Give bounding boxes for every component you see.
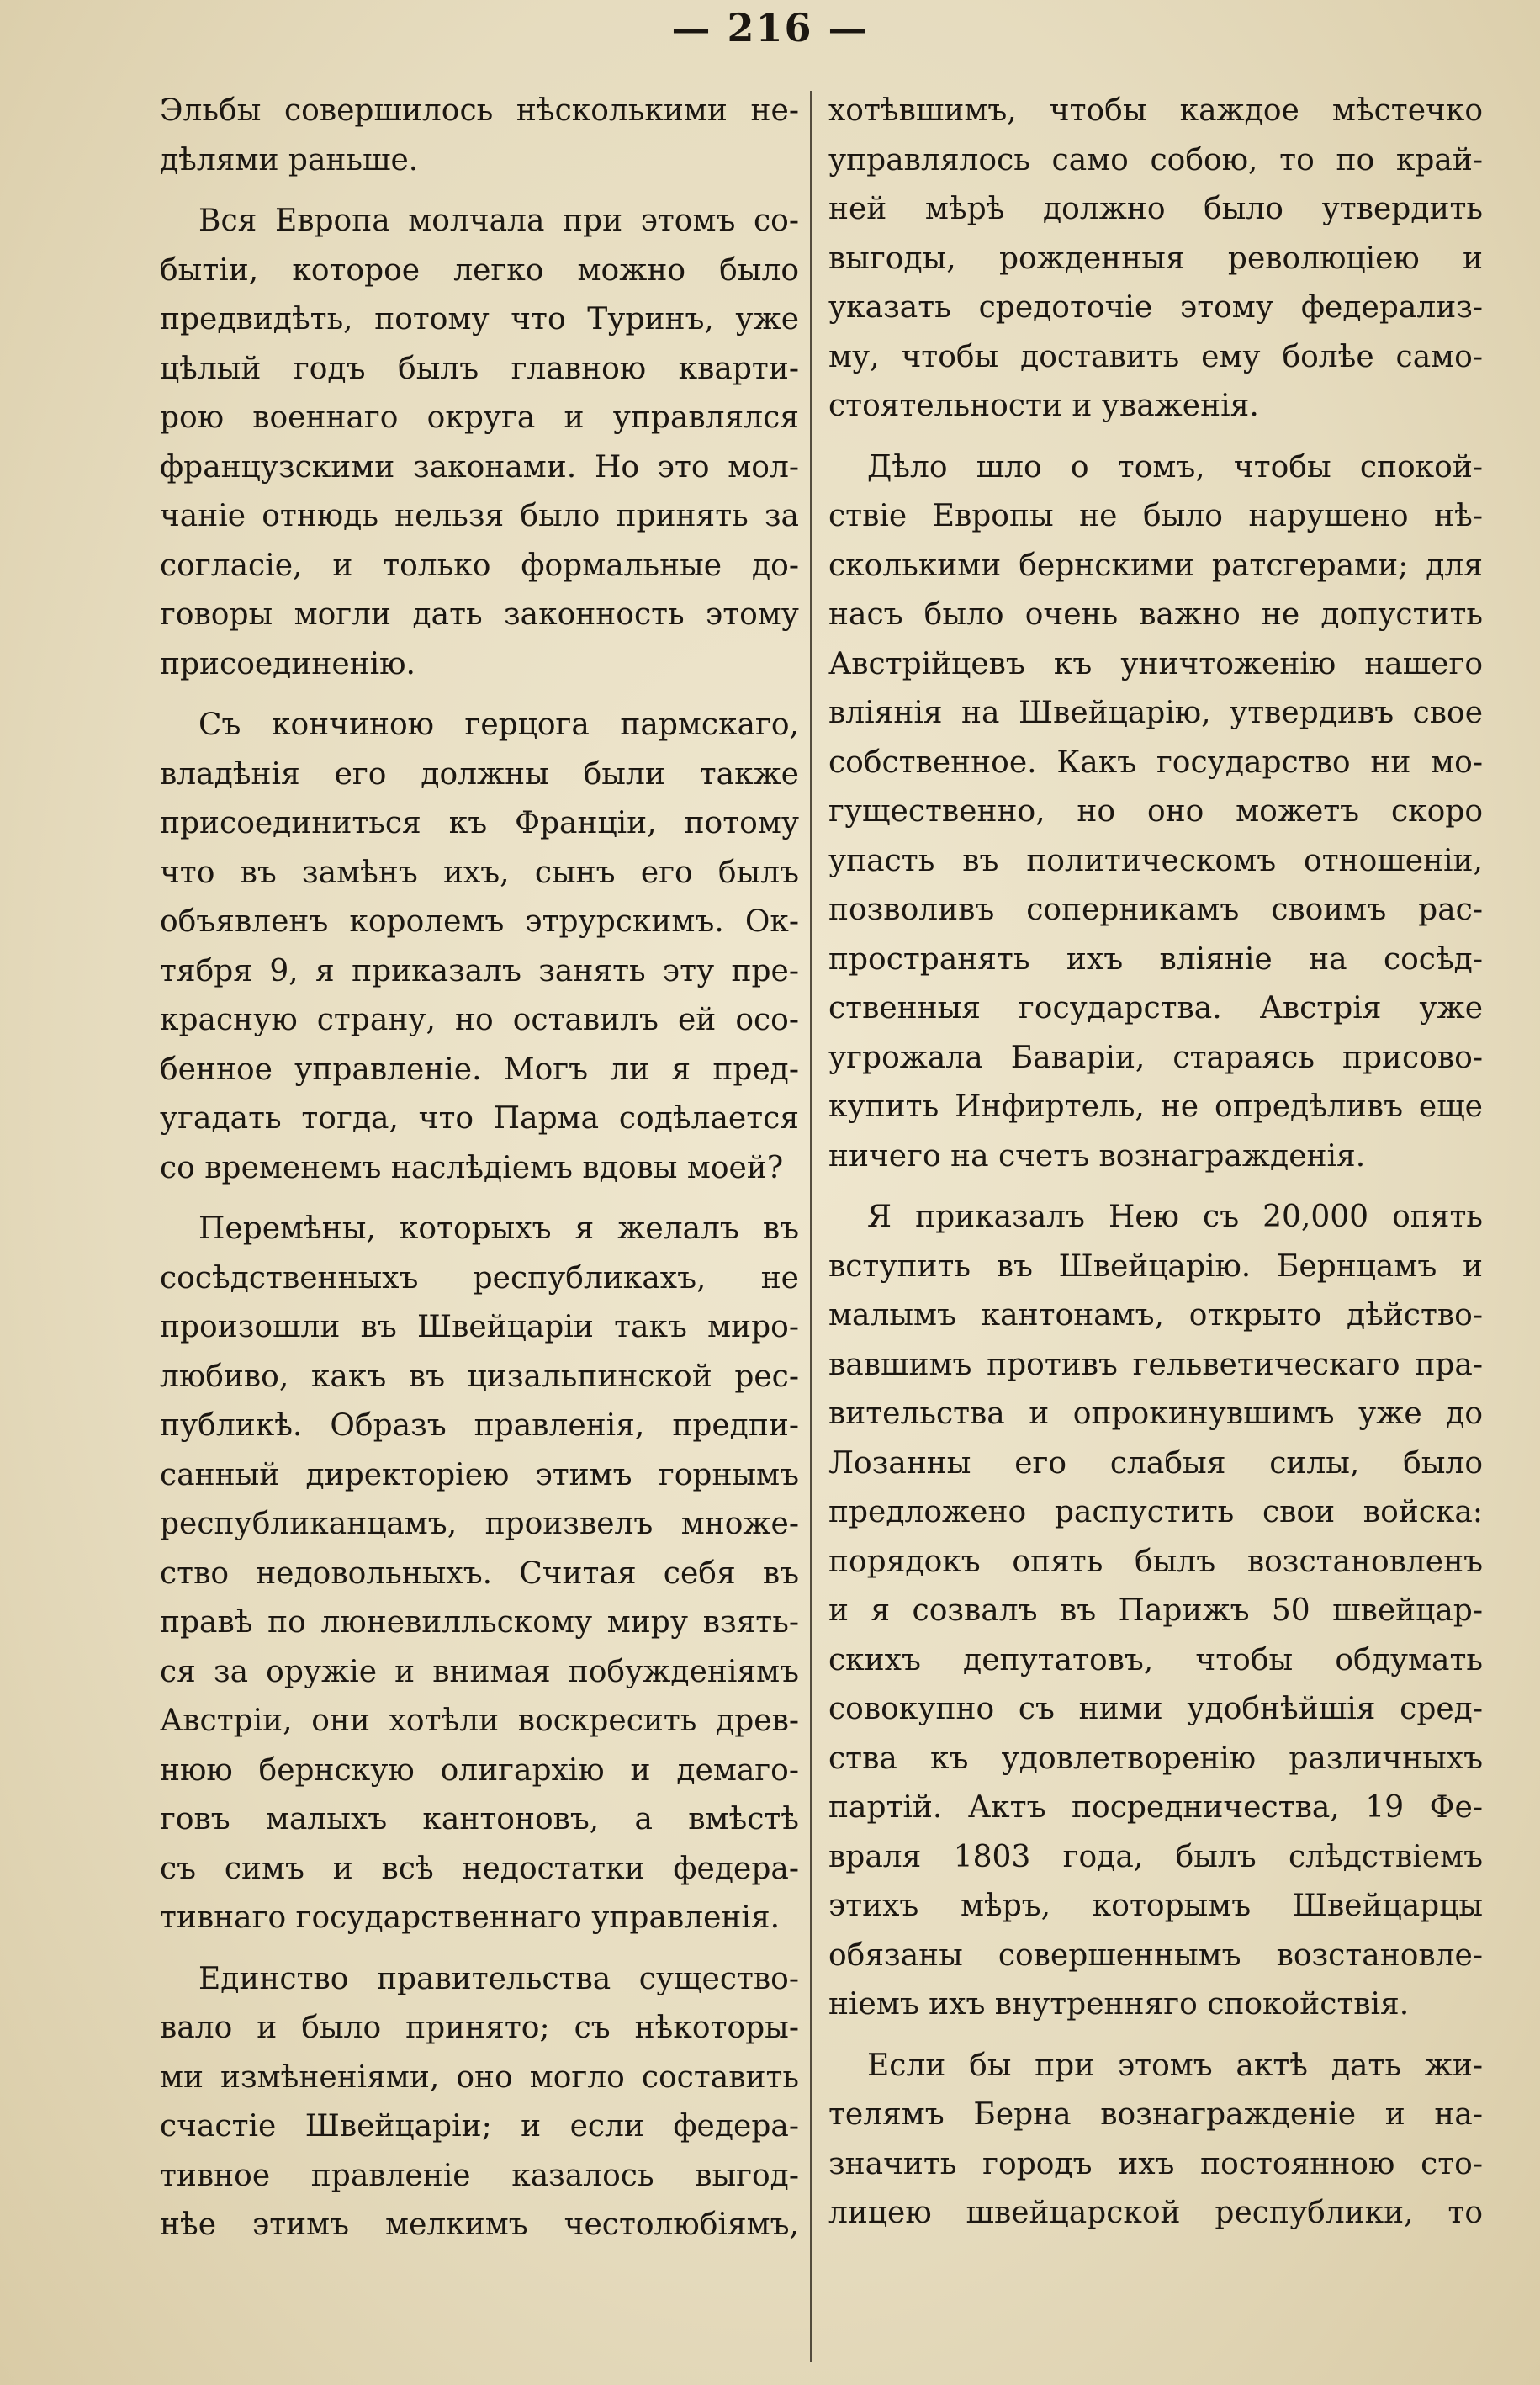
text-line: малымъ кантонамъ, открыто дѣйство-	[828, 1298, 1483, 1333]
text-line: присоединенію.	[160, 646, 415, 681]
column-divider	[810, 91, 812, 2362]
text-line: тивное правленіе казалось выгод-	[160, 2158, 799, 2193]
text-line: Австріи, они хотѣли воскресить древ-	[160, 1704, 799, 1738]
text-line: указать средоточіе этому федерализ-	[828, 290, 1483, 325]
text-line: му, чтобы доставить ему болѣе само-	[828, 339, 1483, 374]
text-line: Эльбы совершилось нѣсколькими не-	[160, 93, 799, 128]
text-line: вліянія на Швейцарію, утвердивъ свое	[828, 696, 1483, 730]
text-line: вступить въ Швейцарію. Бернцамъ и	[828, 1248, 1483, 1284]
text-line: присоединиться къ Франціи, потому	[160, 806, 799, 840]
text-line: значить городъ ихъ постоянною сто-	[828, 2146, 1483, 2181]
text-line: ся за оружіе и внимая побужденіямъ	[160, 1654, 799, 1689]
text-line: республиканцамъ, произвелъ множе-	[160, 1507, 799, 1541]
text-line: нюю бернскую олигархію и демаго-	[160, 1752, 799, 1788]
text-line: Лозанны его слабыя силы, было	[828, 1445, 1483, 1481]
text-line: санный директоріею этимъ горнымъ	[160, 1457, 799, 1492]
text-line: сколькими бернскими ратсгерами; для	[828, 548, 1483, 583]
text-line: стоятельности и уваженія.	[828, 389, 1259, 423]
text-line: съ симъ и всѣ недостатки федера-	[160, 1851, 799, 1886]
text-line: произошли въ Швейцаріи такъ миро-	[160, 1310, 799, 1344]
text-line: ства къ удовлетворенію различныхъ	[828, 1741, 1483, 1776]
text-line: ней мѣрѣ должно было утвердить	[828, 192, 1483, 226]
text-line: Единство правительства существо-	[198, 1961, 799, 1996]
text-line: согласіе, и только формальные до-	[160, 548, 799, 583]
text-line: говъ малыхъ кантоновъ, а вмѣстѣ	[160, 1802, 799, 1836]
text-line: угадать тогда, что Парма содѣлается	[160, 1101, 799, 1136]
text-line: партій. Актъ посредничества, 19 Фе-	[828, 1790, 1483, 1825]
paragraph-gap	[160, 1943, 799, 1955]
text-line: нѣе этимъ мелкимъ честолюбіямъ,	[160, 2207, 799, 2242]
text-line: вавшимъ противъ гельветическаго пра-	[828, 1347, 1483, 1382]
paragraph-gap	[160, 1193, 799, 1205]
text-line: дѣлями раньше.	[160, 142, 419, 178]
text-line: тивнаго государственнаго управленія.	[160, 1900, 781, 1935]
text-line: объявленъ королемъ этрурскимъ. Ок-	[160, 904, 799, 939]
text-line: насъ было очень важно не допустить	[828, 597, 1483, 632]
text-line: позволивъ соперникамъ своимъ рас-	[828, 893, 1483, 927]
text-line: телямъ Берна вознагражденіе и на-	[828, 2097, 1483, 2132]
paragraph-gap	[160, 185, 799, 197]
text-line: купить Инфиртель, не опредѣливъ еще	[828, 1089, 1483, 1124]
text-line: Австрійцевъ къ уничтоженію нашего	[828, 646, 1483, 681]
text-line: лицею швейцарской республики, то	[828, 2196, 1483, 2230]
text-line: порядокъ опять былъ возстановленъ	[828, 1544, 1483, 1579]
text-line: предвидѣть, потому что Туринъ, уже	[160, 302, 799, 337]
text-line: тября 9, я приказалъ занять эту пре-	[160, 953, 799, 988]
text-line: скихъ депутатовъ, чтобы обдумать	[828, 1642, 1483, 1677]
text-line: упасть въ политическомъ отношеніи,	[828, 843, 1483, 878]
page-number: — 216 —	[671, 5, 869, 50]
right-text-column	[828, 87, 1483, 2239]
text-line: бенное управленіе. Могъ ли я пред-	[160, 1052, 799, 1087]
text-line: любиво, какъ въ цизальпинской рес-	[160, 1359, 799, 1394]
text-line: говоры могли дать законность этому	[160, 597, 799, 632]
text-line: счастіе Швейцаріи; и если федера-	[160, 2109, 799, 2144]
text-line: чаніе отнюдь нельзя было принять за	[160, 499, 799, 533]
text-line: совокупно съ ними удобнѣйшія сред-	[828, 1692, 1483, 1726]
text-line: Если бы при этомъ актѣ дать жи-	[867, 2048, 1483, 2083]
text-line: обязаны совершеннымъ возстановле-	[828, 1937, 1483, 1973]
text-line: и я созвалъ въ Парижъ 50 швейцар-	[828, 1593, 1483, 1628]
text-line: владѣнія его должны были также	[160, 756, 799, 792]
text-line: со временемъ наслѣдіемъ вдовы моей?	[160, 1150, 784, 1185]
text-line: управлялось само собою, то по край-	[828, 142, 1483, 178]
text-line: ственныя государства. Австрія уже	[828, 991, 1483, 1026]
text-line: вало и было принято; съ нѣкоторы-	[160, 2011, 799, 2045]
text-line: ствіе Европы не было нарушено нѣ-	[828, 499, 1483, 533]
paragraph-gap	[828, 1181, 1483, 1193]
text-line: вительства и опрокинувшимъ уже до	[828, 1397, 1483, 1431]
text-line: что въ замѣнъ ихъ, сынъ его былъ	[160, 855, 799, 890]
text-line: цѣлый годъ былъ главною кварти-	[160, 351, 799, 386]
text-line: ничего на счетъ вознагражденія.	[828, 1138, 1366, 1174]
text-line: ніемъ ихъ внутренняго спокойствія.	[828, 1987, 1410, 2022]
text-line: Дѣло шло о томъ, чтобы спокой-	[867, 449, 1483, 485]
text-line: ми измѣненіями, оно могло составить	[160, 2059, 799, 2095]
text-line: враля 1803 года, былъ слѣдствіемъ	[828, 1839, 1483, 1874]
text-line: правѣ по люневилльскому миру взять-	[160, 1605, 799, 1640]
text-line: ство недовольныхъ. Считая себя въ	[160, 1556, 799, 1591]
text-line: Съ кончиною герцога пармскаго,	[198, 708, 799, 742]
text-line: собственное. Какъ государство ни мо-	[828, 745, 1483, 780]
text-line: бытіи, которое легко можно было	[160, 252, 799, 288]
text-line: гущественно, но оно можетъ скоро	[828, 794, 1483, 829]
text-line: угрожала Баваріи, стараясь присово-	[828, 1040, 1483, 1075]
text-line: хотѣвшимъ, чтобы каждое мѣстечко	[828, 93, 1483, 128]
text-line: предложено распустить свои войска:	[828, 1495, 1483, 1529]
text-line: Вся Европа молчала при этомъ со-	[198, 204, 799, 238]
paragraph-gap	[828, 432, 1483, 443]
text-line: Я приказалъ Нею съ 20,000 опять	[867, 1200, 1483, 1234]
text-line: выгоды, рожденныя революціею и	[828, 241, 1483, 276]
left-text-column	[160, 87, 799, 2250]
paragraph-gap	[828, 2030, 1483, 2042]
text-line: пространять ихъ вліяніе на сосѣд-	[828, 941, 1483, 977]
text-line: Перемѣны, которыхъ я желалъ въ	[198, 1211, 799, 1246]
text-line: сосѣдственныхъ республикахъ, не	[160, 1260, 799, 1296]
text-line: красную страну, но оставилъ ей осо-	[160, 1003, 799, 1037]
paragraph-gap	[160, 689, 799, 701]
text-line: рою военнаго округа и управлялся	[160, 400, 799, 435]
text-line: этихъ мѣръ, которымъ Швейцарцы	[828, 1889, 1483, 1923]
text-line: публикѣ. Образъ правленія, предпи-	[160, 1408, 799, 1443]
text-line: французскими законами. Но это мол-	[160, 449, 799, 485]
